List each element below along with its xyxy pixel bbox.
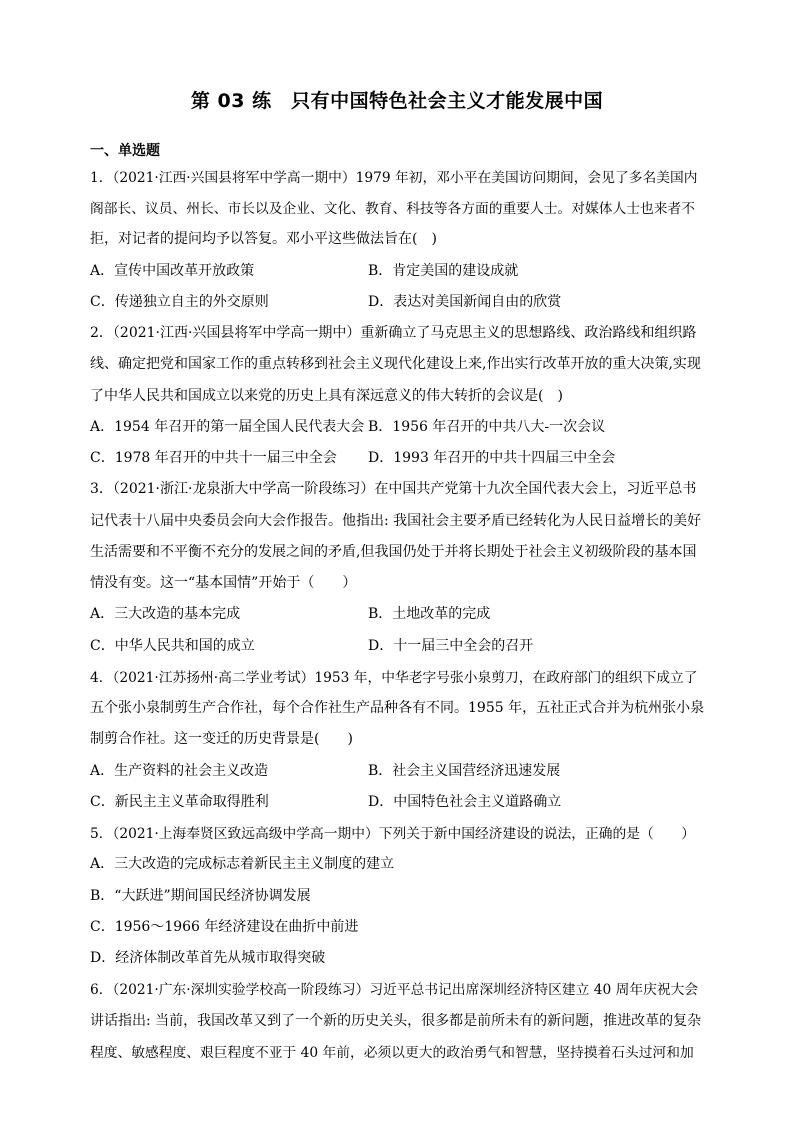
q2-line-3: 了中华人民共和国成立以来党的历史上具有深远意义的伟大转折的会议是( ) [90, 388, 563, 404]
q1-line-3: 拒，对记者的提问均予以答复。邓小平这些做法旨在( ) [90, 231, 437, 247]
q4-line-2: 五个张小泉制剪生产合作社，每个合作社生产品种各有不同。1955 年，五社正式合并为杭州张小泉 [90, 700, 705, 716]
q3-line-4: 情没有变。这一“基本国情”开始于（ ） [90, 575, 357, 591]
q4-line-3: 制剪合作社。这一变迁的历史背景是( ) [90, 731, 353, 747]
q3-line-1: 3．（2021·浙江·龙泉浙大中学高一阶段练习）在中国共产党第十九次全国代表大会上，习近平总书 [90, 481, 697, 497]
q4-option-d: D．中国特色社会主义道路确立 [368, 794, 562, 810]
q3-option-d: D．十一届三中全会的召开 [368, 638, 534, 654]
q6-line-3: 程度、敏感程度、艰巨程度不亚于 40 年前，必须以更大的政治勇气和智慧，坚持摸着石头过河和加 [90, 1045, 694, 1061]
q2-option-a: A．1954 年召开的第一届全国人民代表大会 [90, 419, 365, 435]
q5-option-d: D．经济体制改革首先从城市取得突破 [90, 950, 326, 966]
q2-option-c: C．1978 年召开的中共十一届三中全会 [90, 450, 337, 466]
q6-line-2: 讲话指出: 当前，我国改革又到了一个新的历史关头，很多都是前所未有的新问题，推进改革的复杂 [90, 1013, 702, 1029]
q4-line-1: 4．（2021·江苏扬州·高二学业考试）1953 年，中华老字号张小泉剪刀，在政府部门的组织下成立了 [90, 670, 698, 686]
section-heading: 一、单选题 [90, 143, 160, 159]
q3-line-2: 记代表十八届中央委员会向大会作报告。他指出: 我国社会主要矛盾已经转化为人民日益增长的美好 [90, 513, 702, 529]
q2-line-1: 2．（2021·江西·兴国县将军中学高一期中）重新确立了马克思主义的思想路线、政治路线和组织路 [90, 325, 697, 341]
q2-option-b: B．1956 年召开的中共八大-一次会议 [368, 419, 606, 435]
q3-option-b: B．土地改革的完成 [368, 606, 491, 622]
q3-option-c: C．中华人民共和国的成立 [90, 638, 255, 654]
q5-option-a: A．三大改造的完成标志着新民主主义制度的建立 [90, 856, 395, 872]
q3-line-3: 生活需要和不平衡不充分的发展之间的矛盾,但我国仍处于并将长期处于社会主义初级阶段的基本国 [90, 544, 697, 560]
q1-line-2: 阁部长、议员、州长、市长以及企业、文化、教育、科技等各方面的重要人士。对媒体人士也来者不 [90, 201, 696, 217]
q3-option-a: A．三大改造的基本完成 [90, 606, 241, 622]
q5-line-1: 5．（2021·上海奉贤区致远高级中学高一期中）下列关于新中国经济建设的说法，正确的是（ ） [90, 826, 695, 842]
q5-option-b: B．“大跃进”期间国民经济协调发展 [90, 888, 311, 904]
q1-option-a: A．宣传中国改革开放政策 [90, 263, 255, 279]
q1-option-d: D．表达对美国新闻自由的欣赏 [368, 294, 562, 310]
q4-option-b: B．社会主义国营经济迅速发展 [368, 763, 561, 779]
q1-option-c: C．传递独立自主的外交原则 [90, 294, 269, 310]
q1-option-b: B．肯定美国的建设成就 [368, 263, 519, 279]
q4-option-c: C．新民主主义革命取得胜利 [90, 794, 269, 810]
q4-option-a: A．生产资料的社会主义改造 [90, 763, 269, 779]
page-title: 第 03 练 只有中国特色社会主义才能发展中国 [190, 90, 604, 112]
q2-option-d: D．1993 年召开的中共十四届三中全会 [368, 450, 616, 466]
q6-line-1: 6．（2021·广东·深圳实验学校高一阶段练习）习近平总书记出席深圳经济特区建立 40 周年庆祝大会 [90, 982, 699, 998]
q2-line-2: 线、确定把党和国家工作的重点转移到社会主义现代化建设上来,作出实行改革开放的重大决策,实现 [90, 356, 701, 372]
q5-option-c: C．1956～1966 年经济建设在曲折中前进 [90, 919, 359, 935]
q1-line-1: 1．（2021·江西·兴国县将军中学高一期中）1979 年初，邓小平在美国访问期间，会见了多名美国内 [90, 170, 698, 186]
